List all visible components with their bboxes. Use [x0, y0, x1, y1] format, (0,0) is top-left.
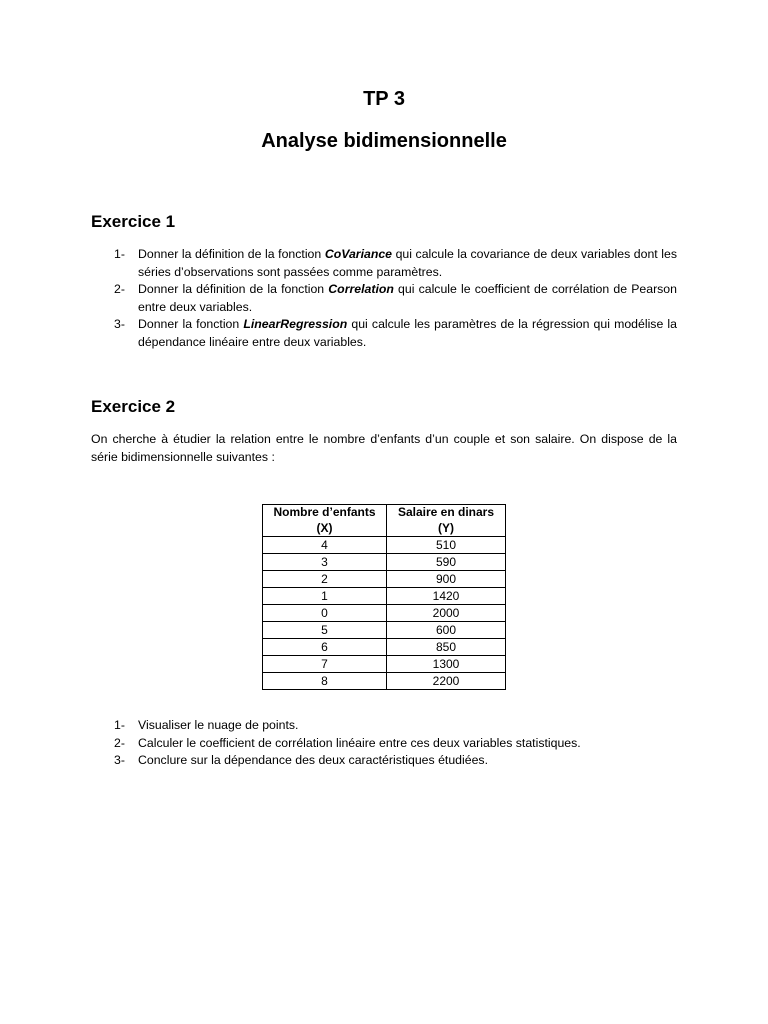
column-header-x-symbol: (X) — [316, 520, 333, 535]
list-item — [91, 752, 677, 770]
cell-salary: 510 — [387, 537, 506, 554]
list-item — [91, 281, 677, 316]
table-row — [263, 571, 506, 588]
tp-number: TP 3 — [363, 88, 405, 110]
table-row — [263, 554, 506, 571]
exercise-2-intro: On cherche à étudier la relation entre le nombre d’enfants d’un couple et son salaire. On dispose de la série bidimensionnelle suivantes : — [91, 432, 677, 464]
list-item-number: 3- — [114, 317, 125, 331]
table-row — [263, 673, 506, 690]
list-item-text: qui calcule les paramètres de la régression qui modélise la dépendance linéaire entre deux variables. — [138, 317, 677, 349]
list-item — [91, 316, 677, 351]
list-item — [91, 246, 677, 281]
column-header-x-label: Nombre d’enfants — [273, 505, 376, 519]
page-title: Analyse bidimensionnelle — [261, 130, 507, 152]
table-header-row — [263, 505, 506, 537]
list-item-number: 1- — [114, 247, 125, 261]
cell-children: 0 — [263, 605, 387, 622]
list-item-number: 1- — [114, 718, 125, 732]
list-item — [91, 717, 677, 735]
list-item-text: Visualiser le nuage de points. — [138, 718, 299, 732]
cell-children: 8 — [263, 673, 387, 690]
list-item — [91, 735, 677, 753]
table-row — [263, 588, 506, 605]
list-item-number: 2- — [114, 282, 125, 296]
table-row — [263, 639, 506, 656]
cell-children: 7 — [263, 656, 387, 673]
list-item-text: Conclure sur la dépendance des deux caractéristiques étudiées. — [138, 753, 488, 767]
cell-children: 4 — [263, 537, 387, 554]
column-header-y-label: Salaire en dinars — [397, 505, 495, 519]
exercise-2-list — [91, 717, 677, 770]
table-row — [263, 537, 506, 554]
cell-salary: 1420 — [387, 588, 506, 605]
list-item-text: Donner la fonction — [138, 317, 244, 331]
table-row — [263, 622, 506, 639]
list-item-text: Calculer le coefficient de corrélation linéaire entre ces deux variables statistiques. — [138, 735, 581, 750]
column-header-y — [387, 505, 506, 537]
cell-children: 3 — [263, 554, 387, 571]
list-item-text: qui calcule le coefficient de corrélation de Pearson entre deux variables. — [138, 282, 677, 314]
table-body — [263, 537, 506, 690]
table-row — [263, 605, 506, 622]
cell-salary: 1300 — [387, 656, 506, 673]
function-name: LinearRegression — [243, 317, 348, 331]
list-item-number: 2- — [114, 735, 125, 750]
cell-salary: 2200 — [387, 673, 506, 690]
list-item-text: Donner la définition de la fonction — [138, 247, 325, 261]
cell-children: 1 — [263, 588, 387, 605]
cell-salary: 590 — [387, 554, 506, 571]
cell-children: 2 — [263, 571, 387, 588]
function-name: Correlation — [328, 282, 394, 296]
column-header-x — [263, 505, 387, 537]
data-table — [262, 504, 506, 690]
list-item-number: 3- — [114, 753, 125, 767]
cell-salary: 600 — [387, 622, 506, 639]
function-name: CoVariance — [324, 247, 393, 261]
exercise-2-heading: Exercice 2 — [91, 397, 176, 416]
list-item-text: Donner la définition de la fonction — [138, 282, 329, 296]
table-row — [263, 656, 506, 673]
cell-salary: 900 — [387, 571, 506, 588]
column-header-y-symbol: (Y) — [438, 520, 454, 535]
list-item-text: qui calcule la covariance de deux variables dont les séries d’observations sont passées comme paramètres. — [138, 247, 677, 279]
cell-children: 6 — [263, 639, 387, 656]
cell-salary: 850 — [387, 639, 506, 656]
exercise-1-list — [91, 246, 677, 351]
cell-children: 5 — [263, 622, 387, 639]
cell-salary: 2000 — [387, 605, 506, 622]
exercise-1-heading: Exercice 1 — [91, 212, 176, 231]
